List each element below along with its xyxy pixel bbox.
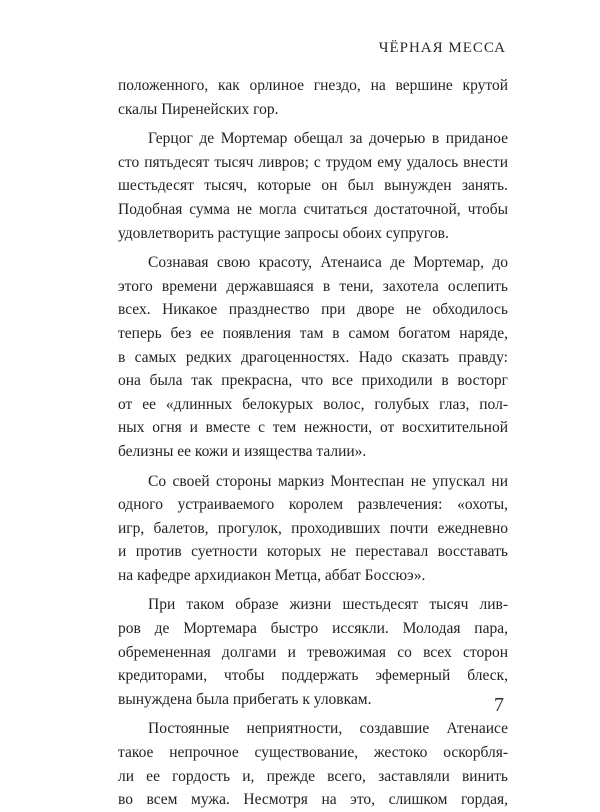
- text-line: ных огня и вместе с тем нежности, от восхитительной: [118, 419, 508, 437]
- paragraph-2: [118, 127, 508, 245]
- text-line: во всем мужа. Несмотря на это, слишком гордая,: [118, 791, 508, 809]
- page-number: 7: [494, 694, 504, 716]
- text-line: и против суетности которых не переставал восставать: [118, 543, 508, 561]
- paragraph-1: [118, 74, 508, 121]
- text-line: ли ее гордость и, прежде всего, заставляли винить: [118, 767, 508, 785]
- text-line: в самых редких драгоценностях. Надо сказать правду:: [118, 348, 508, 366]
- paragraph-6: [118, 717, 508, 811]
- text-line: всех. Никакое празднество при дворе не обходилось: [118, 301, 508, 319]
- paragraph-5: [118, 593, 508, 711]
- text-line: Постоянные неприятности, создавшие Атенаисе: [148, 720, 508, 738]
- text-line: обремененная долгами и тревожимая со всех сторон: [118, 643, 508, 661]
- text-line: шестьдесят тысяч, которые он был вынужден занять.: [118, 177, 508, 195]
- text-line: положенного, как орлиное гнездо, на вершине крутой: [118, 77, 508, 94]
- text-line: удовлетворить растущие запросы обоих супругов.: [118, 224, 449, 242]
- text-line: на кафедре архидиакон Метца, аббат Боссюэ».: [118, 566, 426, 584]
- text-line: Сознавая свою красоту, Атенаиса де Мортемар, до: [148, 254, 508, 272]
- paragraph-4: [118, 470, 508, 588]
- text-line: кредиторами, чтобы поддержать эфемерный блеск,: [118, 667, 508, 685]
- text-line: Со своей стороны маркиз Монтеспан не упускал ни: [148, 472, 508, 490]
- text-line: игр, балетов, прогулок, проходивших почти ежедневно: [118, 519, 508, 537]
- text-line: этого времени державшаяся в тени, захотела ослепить: [118, 277, 508, 295]
- body-text: [118, 74, 508, 812]
- text-line: скалы Пиренейских гор.: [118, 100, 279, 118]
- text-line: При таком образе жизни шестьдесят тысяч лив-: [148, 596, 508, 614]
- text-line: сто пятьдесят тысяч ливров; с трудом ему удалось внести: [118, 153, 508, 171]
- text-line: ров де Мортемара быстро иссякли. Молодая пара,: [118, 620, 508, 638]
- text-line: она была так прекрасна, что все приходили в восторг: [118, 372, 508, 390]
- text-line: теперь без ее появления там в самом богатом наряде,: [118, 324, 508, 342]
- text-line: Подобная сумма не могла считаться достаточной, чтобы: [118, 200, 508, 218]
- text-line: вынуждена была прибегать к уловкам.: [118, 690, 372, 708]
- paragraph-3: [118, 251, 508, 463]
- running-head: ЧЁРНАЯ МЕССА: [378, 40, 506, 56]
- text-line: одного устраиваемого королем развлечения: «охоты,: [118, 496, 508, 514]
- text-line: такое непрочное существование, жестоко оскорбля-: [118, 744, 508, 762]
- text-line: белизны ее кожи и изящества талии».: [118, 442, 367, 460]
- text-line: от ее «длинных белокурых волос, голубых глаз, пол-: [118, 395, 508, 413]
- text-line: Герцог де Мортемар обещал за дочерью в приданое: [148, 130, 508, 148]
